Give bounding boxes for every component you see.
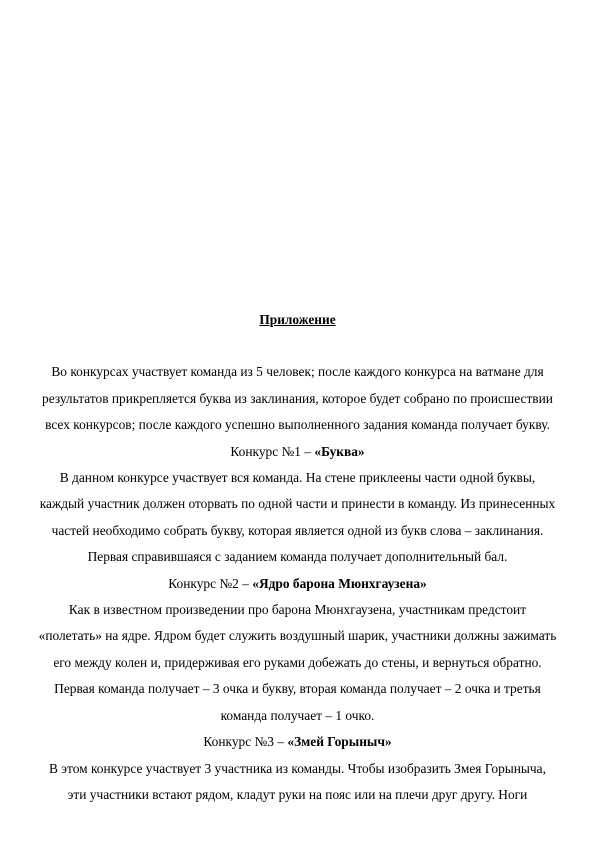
section-heading [28, 439, 567, 465]
paragraph-line: «полетать» на ядре. Ядром будет служить воздушный шарик, участники должны зажимать [38, 628, 557, 644]
paragraph-line: результатов прикрепляется буква из заклинания, которое будет собрано по происшествии [42, 390, 553, 406]
section-heading-title: «Буква» [314, 443, 365, 459]
paragraph-line: Как в известном произведении про барона Мюнхгаузена, участникам предстоит [68, 602, 527, 618]
paragraph-line: частей необходимо собрать букву, которая является одной из букв слова – заклинания. [51, 522, 544, 538]
document-title: Приложение [259, 312, 336, 327]
paragraph-line: Во конкурсах участвует команда из 5 человек; после каждого конкурса на ватмане для [51, 364, 544, 380]
section-heading-prefix: Конкурс №3 – [203, 734, 288, 750]
section-heading-prefix: Конкурс №1 – [230, 443, 315, 459]
section-heading [28, 729, 567, 755]
paragraph-line: всех конкурсов; после каждого успешно выполненного задания команда получает букву. [45, 417, 550, 433]
section-heading-title: «Ядро барона Мюнхгаузена» [252, 575, 427, 591]
document-lines [28, 359, 567, 808]
paragraph-line: В данном конкурсе участвует вся команда. На стене приклеены части одной буквы, [59, 470, 536, 486]
paragraph-line: команда получает – 1 очко. [220, 707, 375, 723]
section-heading-title: «Змей Горыныч» [287, 734, 392, 750]
paragraph-line: Первая команда получает – 3 очка и букву, вторая команда получает – 2 очка и третья [54, 681, 541, 697]
paragraph-line: его между колен и, придерживая его руками добежать до стены, и вернуться обратно. [53, 654, 542, 670]
paragraph-line: Первая справившаяся с заданием команда получает дополнительный бал. [87, 549, 508, 565]
section-heading [28, 571, 567, 597]
section-heading-prefix: Конкурс №2 – [168, 575, 253, 591]
paragraph-line: В этом конкурсе участвует 3 участника из команды. Чтобы изобразить Змея Горыныча, [49, 760, 546, 776]
paragraph-line: эти участники встают рядом, кладут руки на пояс или на плечи друг другу. Ноги [67, 786, 528, 802]
document-body [28, 307, 567, 808]
paragraph-line: каждый участник должен оторвать по одной части и принести в команду. Из принесенных [39, 496, 556, 512]
